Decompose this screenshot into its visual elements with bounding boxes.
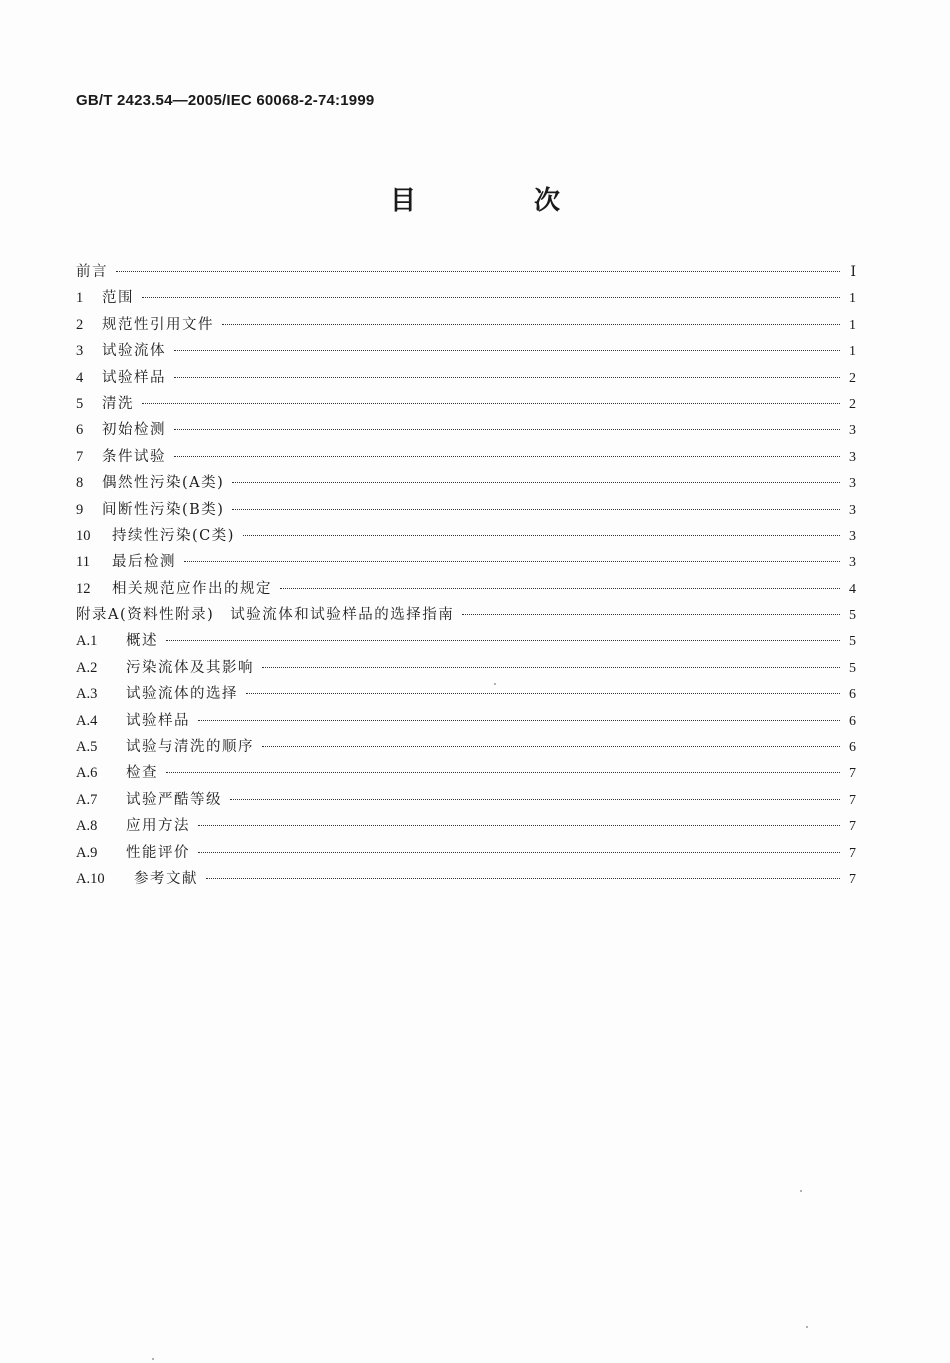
toc-dot-leader (174, 377, 840, 378)
toc-entry-label: 间断性污染(B类) (102, 501, 225, 518)
toc-entry-number: A.1 (76, 633, 98, 650)
toc-dot-leader (174, 456, 840, 457)
toc-dot-leader (206, 878, 840, 879)
toc-page-number: 6 (849, 687, 856, 703)
toc-dot-leader (142, 297, 840, 298)
toc-page-number: 7 (849, 766, 856, 782)
toc-dot-leader (462, 614, 840, 615)
toc-entry-4[interactable] (76, 366, 856, 392)
toc-entry-11[interactable] (76, 550, 856, 576)
toc-entry-number: 6 (76, 422, 84, 439)
toc-dot-leader (222, 324, 840, 325)
toc-page-number: 6 (849, 740, 856, 756)
toc-entry-3[interactable] (76, 339, 856, 365)
page-title: 目 次 (389, 186, 606, 216)
toc-page-number: 3 (849, 449, 856, 465)
toc-dot-leader (166, 640, 840, 641)
toc-entry-a9[interactable] (76, 841, 856, 867)
toc-entry-number: 5 (76, 395, 84, 412)
toc-dot-leader (174, 429, 840, 430)
toc-entry-label: 概述 (126, 633, 158, 650)
toc-dot-leader (142, 403, 840, 404)
toc-dot-leader (184, 561, 840, 562)
toc-entry-label: 最后检测 (112, 554, 176, 571)
toc-page-number: 6 (849, 713, 856, 729)
toc-entry-label: 试验样品 (102, 369, 166, 386)
toc-entry-label: 试验样品 (126, 712, 190, 729)
toc-entry-a2[interactable] (76, 656, 856, 682)
toc-entry-number: 7 (76, 448, 84, 465)
toc-dot-leader (246, 693, 840, 694)
toc-entry-10[interactable] (76, 524, 856, 550)
toc-entry-2[interactable] (76, 313, 856, 339)
toc-entry-6[interactable] (76, 418, 856, 444)
toc-entry-a4[interactable] (76, 709, 856, 735)
toc-entry-number: 11 (76, 554, 90, 571)
toc-page-number: 5 (849, 660, 856, 676)
toc-entry-label: 污染流体及其影响 (126, 659, 254, 676)
toc-page-number: 7 (849, 792, 856, 808)
scan-speck (152, 1358, 154, 1360)
toc-page-number: 7 (849, 871, 856, 887)
toc-entry-a6[interactable] (76, 761, 856, 787)
toc-entry-label: 应用方法 (126, 818, 190, 835)
toc-page-number: 1 (849, 291, 856, 307)
toc-page-number: 3 (849, 502, 856, 518)
toc-entry-a10[interactable] (76, 867, 856, 893)
toc-page-number: 5 (849, 608, 856, 624)
toc-entry-number: A.10 (76, 870, 105, 887)
standard-number-header: GB/T 2423.54—2005/IEC 60068-2-74:1999 (76, 92, 375, 109)
toc-entry-label: 试验严酷等级 (126, 791, 222, 808)
toc-entry-a7[interactable] (76, 788, 856, 814)
toc-page-number: 7 (849, 845, 856, 861)
toc-entry-number: 1 (76, 290, 84, 307)
toc-entry-12[interactable] (76, 577, 856, 603)
toc-page-number: 3 (849, 423, 856, 439)
toc-entry-label: 范围 (102, 290, 134, 307)
toc-entry-label: 试验与清洗的顺序 (126, 739, 254, 756)
toc-entry-number: 3 (76, 343, 84, 360)
toc-entry-label: 参考文献 (134, 870, 198, 887)
toc-entry-5[interactable] (76, 392, 856, 418)
toc-entry-number: 2 (76, 316, 84, 333)
toc-entry-label: 试验流体的选择 (126, 686, 238, 703)
toc-entry-number: A.7 (76, 791, 98, 808)
toc-dot-leader (280, 588, 840, 589)
toc-entry-annex-a[interactable] (76, 603, 856, 629)
toc-entry-label: 相关规范应作出的规定 (112, 580, 272, 597)
toc-page-number: 7 (849, 819, 856, 835)
toc-entry-a5[interactable] (76, 735, 856, 761)
toc-page-number: 1 (849, 344, 856, 360)
toc-entry-number: 9 (76, 501, 84, 518)
toc-dot-leader (198, 825, 840, 826)
toc-dot-leader (166, 772, 840, 773)
toc-entry-label: 条件试验 (102, 448, 166, 465)
toc-dot-leader (198, 852, 840, 853)
toc-entry-foreword[interactable] (76, 260, 856, 286)
toc-entry-number: 4 (76, 369, 84, 386)
toc-entry-label: 附录A(资料性附录) 试验流体和试验样品的选择指南 (76, 607, 455, 624)
scan-speck (494, 683, 496, 685)
toc-page-number: 3 (849, 476, 856, 492)
toc-entry-1[interactable] (76, 286, 856, 312)
toc-entry-label: 清洗 (102, 395, 134, 412)
toc-dot-leader (116, 271, 840, 272)
toc-dot-leader (232, 509, 840, 510)
scan-speck (800, 1190, 802, 1192)
toc-dot-leader (243, 535, 840, 536)
toc-entry-label: 初始检测 (102, 422, 166, 439)
toc-dot-leader (262, 746, 840, 747)
toc-page-number: 1 (849, 317, 856, 333)
toc-entry-number: A.2 (76, 659, 98, 676)
toc-entry-label: 前言 (76, 264, 108, 280)
toc-entry-label: 偶然性污染(A类) (102, 475, 225, 492)
toc-entry-8[interactable] (76, 471, 856, 497)
scan-speck (806, 1326, 808, 1328)
toc-page-number: 4 (849, 581, 856, 597)
toc-entry-label: 性能评价 (126, 844, 190, 861)
toc-entry-number: A.4 (76, 712, 98, 729)
toc-page-number: 3 (849, 528, 856, 544)
toc-page-number: 2 (849, 370, 856, 386)
toc-entry-number: A.3 (76, 686, 98, 703)
toc-entry-label: 检查 (126, 765, 158, 782)
toc-entry-a1[interactable] (76, 629, 856, 655)
toc-dot-leader (232, 482, 840, 483)
toc-page-number: 3 (849, 555, 856, 571)
toc-dot-leader (230, 799, 840, 800)
toc-page-number: 5 (849, 634, 856, 650)
toc-entry-label: 持续性污染(C类) (112, 527, 235, 544)
toc-page-number: 2 (849, 396, 856, 412)
toc-entry-7[interactable] (76, 445, 856, 471)
toc-entry-a3[interactable] (76, 682, 856, 708)
toc-entry-label: 试验流体 (102, 343, 166, 360)
toc-page-number: Ⅰ (850, 265, 856, 280)
toc-entry-number: 10 (76, 527, 91, 544)
toc-entry-number: A.6 (76, 765, 98, 782)
toc-dot-leader (198, 720, 840, 721)
toc-entry-number: 12 (76, 580, 91, 597)
toc-entry-number: 8 (76, 475, 84, 492)
toc-entry-number: A.8 (76, 818, 98, 835)
toc-entry-a8[interactable] (76, 814, 856, 840)
toc-dot-leader (174, 350, 840, 351)
toc-entry-number: A.9 (76, 844, 98, 861)
toc-dot-leader (262, 667, 840, 668)
toc-entry-number: A.5 (76, 739, 98, 756)
toc-entry-9[interactable] (76, 498, 856, 524)
table-of-contents (76, 260, 856, 893)
toc-entry-label: 规范性引用文件 (102, 316, 214, 333)
